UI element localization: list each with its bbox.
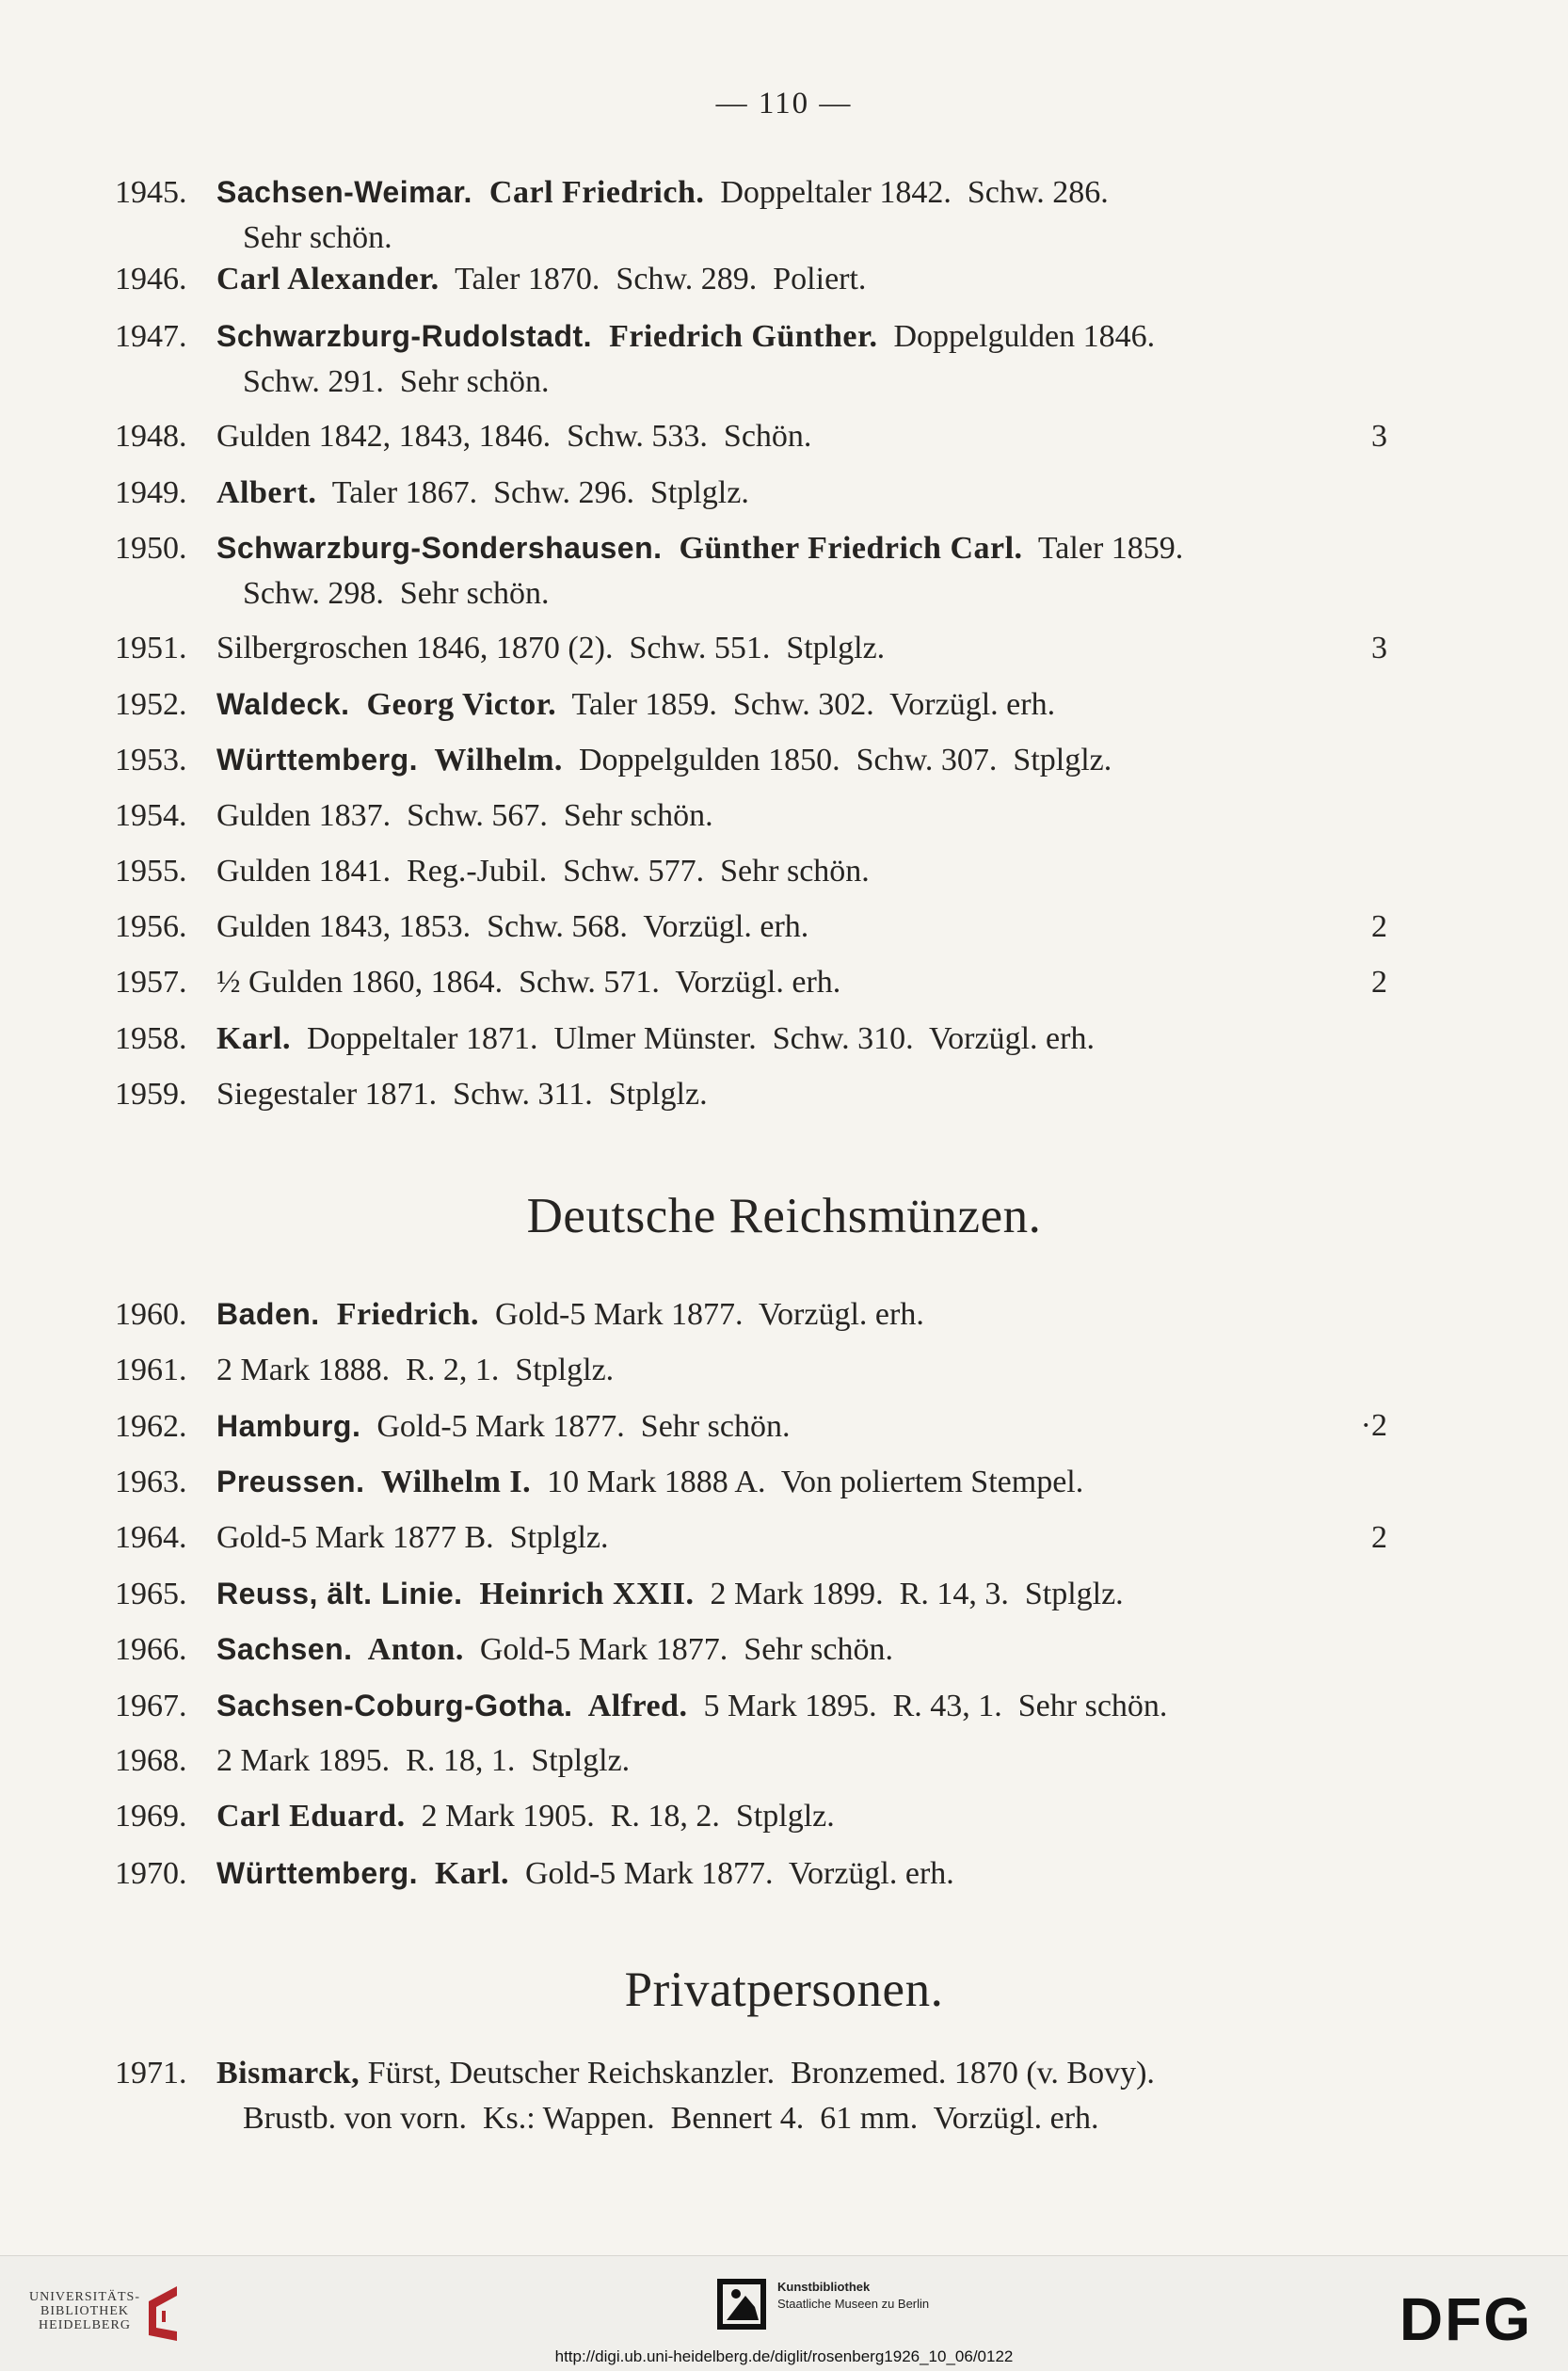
entry-name: Baden. xyxy=(216,1297,320,1331)
entry-name: Waldeck. xyxy=(216,687,350,721)
kunstbibliothek-label: Kunstbibliothek Staatliche Museen zu Berlin xyxy=(777,2280,930,2311)
entry-number: 1952. xyxy=(115,687,187,722)
entry-lot-count: 3 xyxy=(1371,419,1387,454)
entry-number: 1963. xyxy=(115,1465,187,1499)
entry-text: Taler 1859. xyxy=(1022,531,1184,566)
entry-number: 1956. xyxy=(115,909,187,944)
catalog-entry xyxy=(115,1850,1395,1897)
catalog-entry xyxy=(115,1571,1395,1617)
entry-lot-count: 2 xyxy=(1371,909,1387,944)
catalog-entry xyxy=(115,169,1395,261)
entry-text: Siegestaler 1871. Schw. 311. Stplglz. xyxy=(216,1077,708,1112)
entry-name: Alfred. xyxy=(572,1689,688,1723)
entry-name: Schwarzburg-Sondershausen. xyxy=(216,531,663,565)
catalog-entry xyxy=(115,471,1395,516)
entry-text: Doppelgulden 1846. xyxy=(877,319,1156,354)
entry-text: Doppelgulden 1850. Schw. 307. Stplglz. xyxy=(562,743,1112,777)
kunstbibliothek-logo-icon[interactable] xyxy=(717,2279,766,2330)
entry-name: Heinrich XXII. xyxy=(462,1577,695,1611)
entry-lot-count: 2 xyxy=(1371,965,1387,1000)
entry-text: Gulden 1837. Schw. 567. Sehr schön. xyxy=(216,798,713,833)
section-heading-privatpersonen: Privatpersonen. xyxy=(624,1962,944,2017)
entry-name: Hamburg. xyxy=(216,1409,361,1443)
entry-text: 2 Mark 1905. R. 18, 2. Stplglz. xyxy=(405,1799,835,1834)
entry-text: Gold-5 Mark 1877 B. Stplglz. xyxy=(216,1520,609,1555)
entry-lot-count: ·2 xyxy=(1360,1408,1387,1443)
catalog-entry xyxy=(115,1017,1395,1062)
catalog-entry xyxy=(115,849,1395,894)
entry-name: Karl. xyxy=(418,1856,509,1891)
entry-name: Württemberg. xyxy=(216,743,418,777)
catalog-entry xyxy=(115,1459,1395,1505)
catalog-entry xyxy=(115,905,1395,950)
entry-number: 1954. xyxy=(115,798,187,833)
entry-name: Carl Alexander. xyxy=(216,262,440,296)
entry-text: Fürst, Deutscher Reichskanzler. Bronzemed. 1870 (v. Bovy). xyxy=(360,2056,1155,2091)
catalog-entry xyxy=(115,1403,1395,1450)
catalog-entry xyxy=(115,313,1395,405)
catalog-entry xyxy=(115,960,1395,1005)
entry-text: Gulden 1841. Reg.-Jubil. Schw. 577. Sehr schön. xyxy=(216,854,870,889)
entry-number: 1955. xyxy=(115,854,187,889)
entry-text: 2 Mark 1895. R. 18, 1. Stplglz. xyxy=(216,1743,631,1778)
entry-name: Sachsen. xyxy=(216,1632,353,1666)
dfg-logo[interactable]: DFG xyxy=(1399,2285,1532,2353)
entry-text: Doppeltaler 1842. Schw. 286. xyxy=(704,175,1109,210)
entry-number: 1957. xyxy=(115,965,187,1000)
entry-number: 1958. xyxy=(115,1021,187,1056)
entry-number: 1964. xyxy=(115,1520,187,1555)
catalog-entry xyxy=(115,257,1395,302)
entry-number: 1968. xyxy=(115,1743,187,1778)
entry-continuation: Sehr schön. xyxy=(243,220,392,255)
entry-continuation: Schw. 291. Sehr schön. xyxy=(243,364,550,399)
entry-number: 1951. xyxy=(115,631,187,665)
entry-text: Taler 1870. Schw. 289. Poliert. xyxy=(439,262,867,296)
catalog-entry xyxy=(115,525,1395,617)
entry-number: 1950. xyxy=(115,531,187,566)
entry-number: 1949. xyxy=(115,475,187,510)
entry-continuation: Schw. 298. Sehr schön. xyxy=(243,576,550,611)
entry-text: Doppeltaler 1871. Ulmer Münster. Schw. 310. Vorzügl. erh. xyxy=(290,1021,1095,1056)
entry-name: Friedrich. xyxy=(319,1297,480,1332)
catalog-entry xyxy=(115,626,1395,671)
catalog-entry xyxy=(115,681,1395,728)
ub-logo-icon[interactable] xyxy=(141,2283,186,2343)
catalog-entry xyxy=(115,1072,1395,1117)
entry-lot-count: 3 xyxy=(1371,631,1387,665)
entry-text: 5 Mark 1895. R. 43, 1. Sehr schön. xyxy=(687,1689,1168,1723)
entry-lot-count: 2 xyxy=(1371,1520,1387,1555)
entry-text: 2 Mark 1899. R. 14, 3. Stplglz. xyxy=(694,1577,1124,1611)
catalog-entry xyxy=(115,2051,1395,2141)
catalog-entry xyxy=(115,1626,1395,1673)
entry-name: Sachsen-Coburg-Gotha. xyxy=(216,1689,573,1722)
entry-name: Schwarzburg-Rudolstadt. xyxy=(216,319,593,353)
catalog-entry xyxy=(115,793,1395,839)
entry-text: Gold-5 Mark 1877. Vorzügl. erh. xyxy=(508,1856,954,1891)
entry-text: Taler 1867. Schw. 296. Stplglz. xyxy=(316,475,749,510)
entry-name: Georg Victor. xyxy=(349,687,557,722)
entry-number: 1971. xyxy=(115,2056,187,2091)
entry-number: 1946. xyxy=(115,262,187,296)
entry-text: Gulden 1842, 1843, 1846. Schw. 533. Schön. xyxy=(216,419,812,454)
entry-number: 1962. xyxy=(115,1409,187,1444)
entry-number: 1947. xyxy=(115,319,187,354)
catalog-entry xyxy=(115,414,1395,459)
entry-text: Gold-5 Mark 1877. Sehr schön. xyxy=(360,1409,791,1444)
entry-text: 10 Mark 1888 A. Von poliertem Stempel. xyxy=(531,1465,1084,1499)
entry-number: 1945. xyxy=(115,175,187,210)
entry-number: 1969. xyxy=(115,1799,187,1834)
entry-name: Bismarck, xyxy=(216,2056,360,2091)
entry-text: 2 Mark 1888. R. 2, 1. Stplglz. xyxy=(216,1353,615,1387)
catalog-entry xyxy=(115,1348,1395,1393)
entry-number: 1970. xyxy=(115,1856,187,1891)
entry-name: Friedrich Günther. xyxy=(592,319,878,354)
entry-name: Günther Friedrich Carl. xyxy=(662,531,1023,566)
page-number: — 110 — xyxy=(715,87,853,120)
ub-heidelberg-wordmark[interactable]: UNIVERSITÄTS- BIBLIOTHEK HEIDELBERG xyxy=(29,2290,140,2332)
entry-text: ½ Gulden 1860, 1864. Schw. 571. Vorzügl. erh. xyxy=(216,965,841,1000)
catalog-entry xyxy=(115,1794,1395,1839)
entry-number: 1959. xyxy=(115,1077,187,1112)
entry-text: Gulden 1843, 1853. Schw. 568. Vorzügl. erh. xyxy=(216,909,809,944)
entry-number: 1948. xyxy=(115,419,187,454)
entry-name: Carl Eduard. xyxy=(216,1799,406,1834)
entry-name: Reuss, ält. Linie. xyxy=(216,1577,463,1610)
entry-name: Württemberg. xyxy=(216,1856,418,1890)
catalog-entry xyxy=(115,1738,1395,1784)
catalog-entry xyxy=(115,1683,1395,1729)
entry-name: Wilhelm. xyxy=(418,743,563,777)
entry-number: 1967. xyxy=(115,1689,187,1723)
entry-name: Sachsen-Weimar. xyxy=(216,175,472,209)
catalog-entry xyxy=(115,1291,1395,1338)
entry-name: Wilhelm I. xyxy=(364,1465,532,1499)
entry-text: Taler 1859. Schw. 302. Vorzügl. erh. xyxy=(556,687,1056,722)
entry-number: 1965. xyxy=(115,1577,187,1611)
catalog-entry xyxy=(115,1515,1395,1561)
entry-name: Karl. xyxy=(216,1021,291,1056)
entry-name: Anton. xyxy=(352,1632,464,1667)
entry-number: 1960. xyxy=(115,1297,187,1332)
entry-continuation: Brustb. von vorn. Ks.: Wappen. Bennert 4. 61 mm. Vorzügl. erh. xyxy=(243,2101,1099,2136)
entry-name: Albert. xyxy=(216,475,317,510)
entry-text: Gold-5 Mark 1877. Vorzügl. erh. xyxy=(479,1297,924,1332)
entry-text: Silbergroschen 1846, 1870 (2). Schw. 551. Stplglz. xyxy=(216,631,886,665)
entry-text: Gold-5 Mark 1877. Sehr schön. xyxy=(463,1632,893,1667)
entry-name: Preussen. xyxy=(216,1465,365,1498)
source-url[interactable]: http://digi.ub.uni-heidelberg.de/diglit/rosenberg1926_10_06/0122 xyxy=(554,2347,1014,2365)
entry-number: 1953. xyxy=(115,743,187,777)
entry-number: 1961. xyxy=(115,1353,187,1387)
catalog-entry xyxy=(115,737,1395,783)
section-heading-reichsmuenzen: Deutsche Reichsmünzen. xyxy=(526,1189,1042,1243)
entry-name: Carl Friedrich. xyxy=(472,175,705,210)
entry-number: 1966. xyxy=(115,1632,187,1667)
